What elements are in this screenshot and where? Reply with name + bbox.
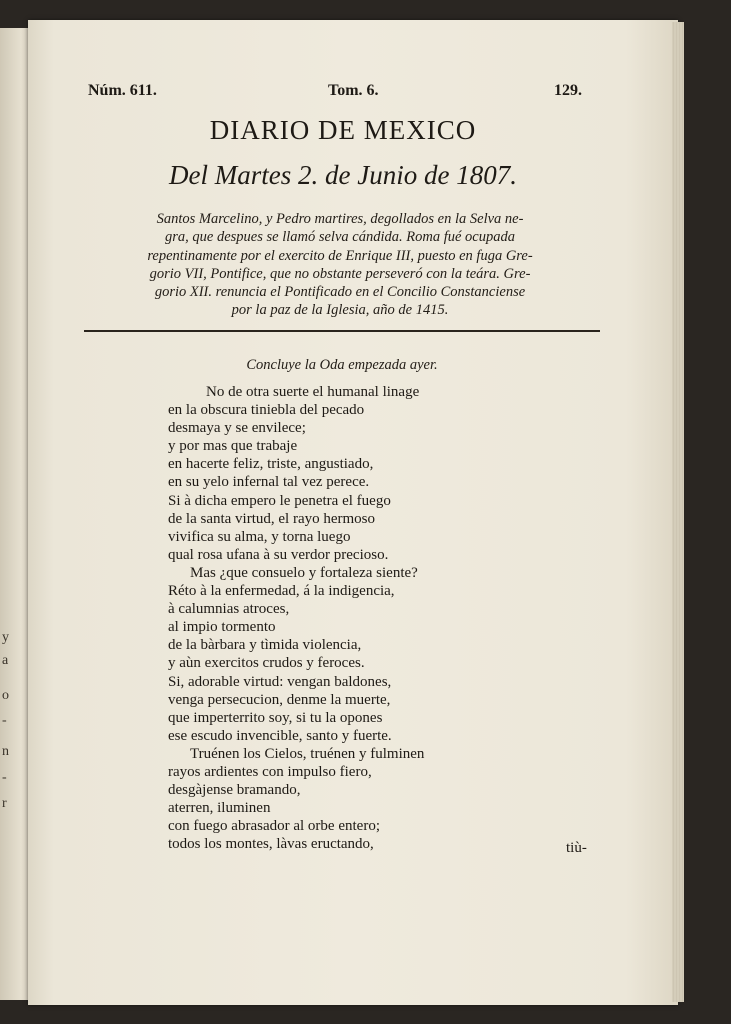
- page-header: [88, 82, 588, 104]
- margin-char: n: [2, 744, 9, 759]
- page-number: 129.: [554, 82, 582, 99]
- poem-line: Réto à la enfermedad, á la indigencia,: [168, 583, 395, 600]
- saints-of-day: [84, 210, 596, 320]
- poem-line: aterren, iluminen: [168, 800, 271, 817]
- saints-line: por la paz de la Iglesia, año de 1415.: [231, 302, 449, 319]
- section-subtitle: Concluye la Oda empezada ayer.: [246, 357, 438, 373]
- poem-line: No de otra suerte el humanal linage: [206, 384, 420, 400]
- left-page-edge: [0, 28, 30, 1000]
- poem-line: ese escudo invencible, santo y fuerte.: [168, 727, 392, 744]
- poem-line: vivifica su alma, y torna luego: [168, 528, 351, 545]
- poem-line: de la bàrbara y tìmida violencia,: [168, 637, 362, 654]
- poem-line: y aùn exercitos crudos y feroces.: [168, 655, 365, 672]
- poem-line: Mas ¿que consuelo y fortaleza siente?: [190, 564, 418, 581]
- poem-line: Si, adorable virtud: vengan baldones,: [168, 673, 392, 690]
- saints-line: Santos Marcelino, y Pedro martires, degollados en la Selva ne-: [156, 211, 524, 227]
- poem-line: de la santa virtud, el rayo hermoso: [168, 510, 376, 527]
- saints-line: repentinamente por el exercito de Enrique III, puesto en fuga Gre-: [147, 247, 533, 264]
- poem-line: venga persecucion, denme la muerte,: [168, 691, 391, 708]
- margin-char: -: [2, 713, 7, 728]
- margin-char: y: [2, 630, 9, 645]
- poem-line: con fuego abrasador al orbe entero;: [168, 818, 380, 835]
- poem-line: rayos ardientes con impulso fiero,: [168, 763, 372, 780]
- margin-char: o: [2, 688, 9, 703]
- issue-date: Del Martes 2. de Junio de 1807.: [169, 160, 517, 190]
- poem-line: que imperterrito soy, si tu la opones: [168, 709, 383, 726]
- poem-line: todos los montes, làvas eructando,: [168, 836, 374, 853]
- ode-poem: [168, 383, 528, 853]
- poem-line: Truénen los Cielos, truénen y fulminen: [190, 745, 425, 762]
- poem-line: en la obscura tiniebla del pecado: [168, 402, 365, 419]
- poem-line: Si à dicha empero le penetra el fuego: [168, 492, 391, 509]
- newspaper-title: DIARIO DE MEXICO: [209, 115, 477, 145]
- section-divider: [84, 330, 600, 332]
- saints-line: gra, que despues se llamó selva cándida. Roma fué ocupada: [165, 229, 515, 246]
- margin-char: -: [2, 770, 7, 785]
- poem-line: en su yelo infernal tal vez perece.: [168, 474, 370, 491]
- poem-line: à calumnias atroces,: [168, 601, 290, 618]
- issue-number: Núm. 611.: [88, 82, 157, 99]
- saints-line: gorio VII, Pontifice, que no obstante perseveró con la teára. Gre-: [149, 265, 531, 282]
- poem-line: y por mas que trabaje: [168, 438, 298, 455]
- volume-number: Tom. 6.: [328, 82, 379, 99]
- poem-line: desmaya y se envilece;: [168, 420, 306, 437]
- poem-line: al impio tormento: [168, 619, 276, 636]
- poem-line: qual rosa ufana à su verdor precioso.: [168, 546, 389, 563]
- page-stack-edge: [672, 22, 684, 1002]
- margin-char: a: [2, 653, 9, 668]
- poem-line: desgàjense bramando,: [168, 782, 301, 799]
- catchword: tiù-: [566, 840, 587, 856]
- poem-line: en hacerte feliz, triste, angustiado,: [168, 456, 374, 473]
- saints-line: gorio XII. renuncia el Pontificado en el Concilio Constanciense: [154, 284, 526, 301]
- margin-char: r: [2, 796, 7, 811]
